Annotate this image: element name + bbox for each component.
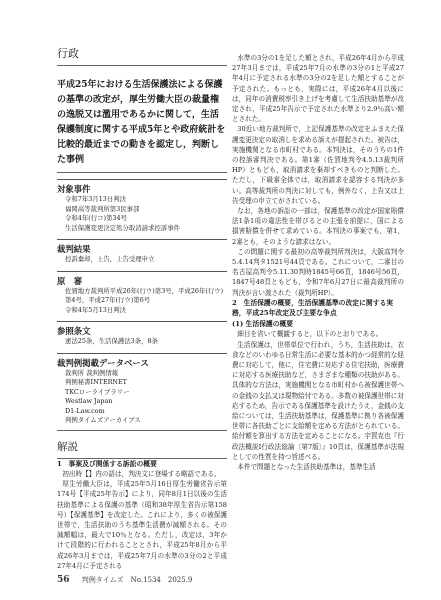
paragraph: 細目を省いて概観すると，以下のとおりである。 xyxy=(237,330,383,339)
divider xyxy=(57,172,227,173)
left-column xyxy=(57,39,227,571)
divider xyxy=(57,430,227,431)
gen-line: 佐賀地方裁判所平成26年(行ウ)第3号，平成26年(行ウ)第4号，平成27年(行ウ)第6号 xyxy=(65,286,224,304)
section-heading: 1 事案及び関係する訴訟の概要 xyxy=(57,459,157,468)
jiken-line: 令和4年(行コ)第34号 xyxy=(65,214,127,222)
right-column xyxy=(232,53,404,472)
jiken-label: 対象事件 xyxy=(57,179,227,195)
db-line: 判例タイムズアーカイブス xyxy=(65,416,141,424)
paragraph: 30近い地方裁判所で，上記保護基準の改定をふまえた保護変更決定の取消しを求める訴えが提起された。被告は，実施機関となる市町村である。本判決は，そのうちの1件の控訴審判決である。第1審（佐賀地判令4.5.13裁判所HP）ともども，取消請求を棄却すべきものと判断した。ただし，下級審全体では，取消請求を認容する判決が多い。高等裁判所の判決に対しても，例外なく，上告又は上告受理の申立てがされている。 xyxy=(232,125,404,205)
sanko-label: 参照条文 xyxy=(57,321,227,337)
jiken-line: 生活保護変更決定処分取消請求控訴事件 xyxy=(65,223,181,232)
paragraph: 初出時【】内の語は，判決文に登場する略語である。 xyxy=(62,470,221,478)
kekka-line: 控訴棄却，上告，上告受理申立 xyxy=(65,255,155,263)
db-line: 判例秘書INTERNET xyxy=(65,378,127,386)
paragraph: この問題に関する最初の高等裁判所判決は，大阪高判令5.4.14判タ1521号44頁である。これについて，二審目の名古屋高判令5.11.30判時1845号66頁，1846号56頁，1847号48頁ともども，令和7年6月27日に最高裁判所の判決が言い渡された（裁判所HP）。 xyxy=(232,247,404,297)
section-heading: (1) 生活保護の概要 xyxy=(232,319,294,328)
kaisetsu-heading: 解説 xyxy=(57,439,227,459)
jiken-line: 令和7年3月13日判決 xyxy=(65,195,126,203)
paragraph: 生活保護は，世帯単位で行われ，うち，生活扶助は，衣食などのいわゆる日常生活に必要な基本的かつ経常的な経費に対応して，他に，住宅費に対応する住宅扶助，医療費に対応する医療扶助など，さまざまな種類の扶助がある。具体的な方法は，実施機関となる市町村から被保護世帯への金銭の支払又は現物給付である。多数の被保護世帯に対応するため，告示である保護基準を設けたうえ，金銭の支給については，生活扶助基準は，保護基準に拠り各被保護世帯に各扶助ごとに支給額を定める方法がとられている。給付額を算出する方法を定めることになる。宇賀克也『行政法概説Ⅰ行政法総論〔第7版〕』10頁は，保護基準が法規としての性質を持つ旨述べる。 xyxy=(232,340,404,461)
db-label: 裁判例掲載データベース xyxy=(57,353,227,369)
paragraph: なお，各地の訴訟の一部は，保護基準の改定が国家賠償法1条1項の違法性を帯びるとの主張を前提に，国による損害賠償を併せて求めている。本判決の事案でも，第1，2審とも，そのような請求はない。 xyxy=(232,207,404,246)
journal-issue: 判例タイムズ No.1534 2025.9 xyxy=(81,576,193,584)
gen-label: 原 審 xyxy=(57,271,227,287)
db-line: 裁判所 裁判例情報 xyxy=(65,368,119,377)
page-footer xyxy=(57,575,192,585)
paragraph: 水準の3分の1を足した額とされ，平成26年4月から平成27年3月までは，平成25年7月の水準の3分の1と平成27年4月に予定される水準の3分の2を足した額とすることが予定された。もっとも，実際には，平成26年4月以後には，同年の消費税率引き上げを考慮して生活扶助基準が改定され，平成25年告示で予定された水準より2.9％高い額とされた。 xyxy=(232,54,404,124)
db-line: TKCローライブラリー xyxy=(65,387,130,396)
gen-line: 令和4年5月13日判決 xyxy=(65,305,126,314)
db-line: D1-Law.com xyxy=(65,406,105,415)
article-title: 平成25年における生活保護法による保護の基準の改定が，厚生労働大臣の裁量権の逸脱又は濫用であるかに関して，生活保護制度に関する平成5年とや政府統計を比較的最近までの動きを認定し，判断した事例 xyxy=(57,80,226,165)
db-line: Westlaw Japan xyxy=(65,397,113,405)
jiken-line: 福岡高等裁判所第3民事部 xyxy=(65,204,140,213)
paragraph: 本件で問題となった生活扶助基準は，基準生活 xyxy=(237,463,376,472)
paragraph: 厚生労働大臣は，平成25年5月16日厚生労働省告示第174号【平成25年告示】により，同年8月1日以後の生活扶助基準による保護の基準（昭和38年厚生省告示第158号）【保護基準】を改定した。これにより，多くの被保護世帯で，生活扶助のうち基準生活費が減額される。その減額幅は，最大で10％となる。ただし，改定は，3年かけて段階的に行われることとされ，平成25年8月から平成26年3月までは，平成25年7月の水準の3分の2と平成27年4月に予定される xyxy=(57,480,227,570)
kekka-label: 裁判結果 xyxy=(57,239,227,255)
category-label: 行政 xyxy=(57,45,227,66)
page-number: 56 xyxy=(57,575,70,585)
section-heading: 2 生活保護の概要，生活保護基準の改定に関する実務，平成25年改定及び主要な争点 xyxy=(232,298,394,318)
sanko-line: 憲法25条，生活保護法3条，8条 xyxy=(65,337,158,345)
